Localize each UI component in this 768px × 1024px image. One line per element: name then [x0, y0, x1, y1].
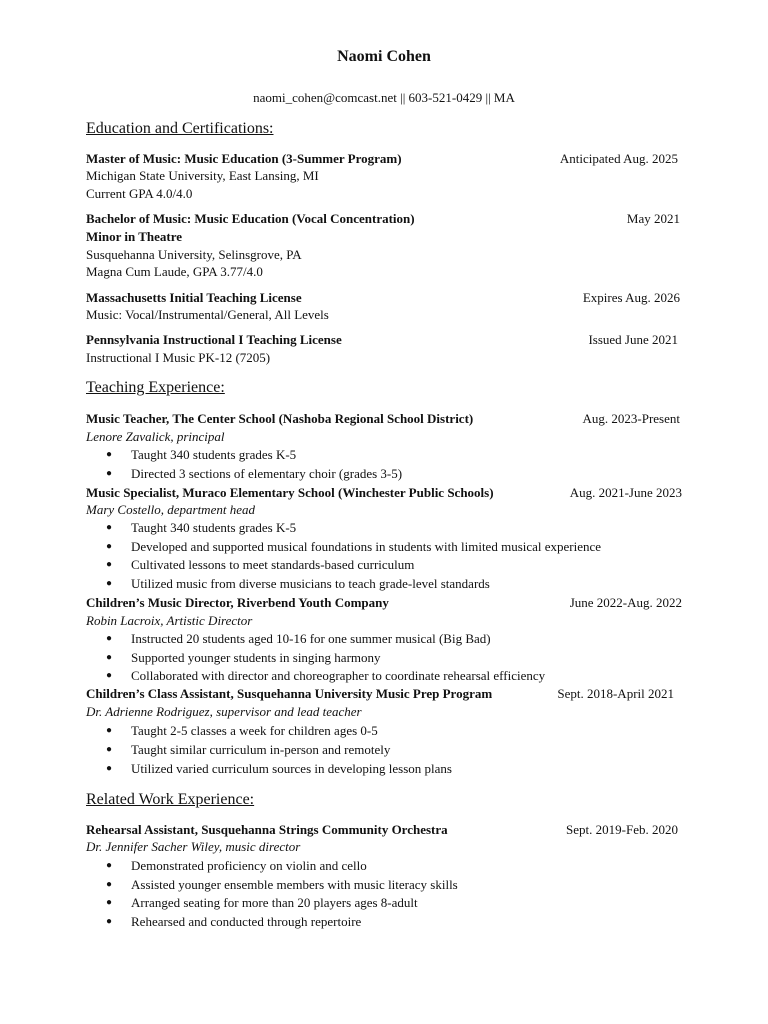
job-date: Aug. 2021-June 2023 — [569, 485, 682, 500]
teaching-heading: Teaching Experience: — [86, 379, 225, 396]
education-line: Instructional I Music PK-12 (7205) — [86, 350, 271, 365]
job-bullet: Assisted younger ensemble members with music literacy skills — [131, 877, 458, 892]
bullet-icon: ● — [106, 670, 113, 681]
job-bullet: Utilized varied curriculum sources in developing lesson plans — [131, 761, 452, 776]
education-date: May 2021 — [626, 211, 680, 226]
job-bullet: Collaborated with director and choreographer to coordinate rehearsal efficiency — [131, 668, 546, 683]
bullet-icon: ● — [106, 541, 113, 552]
bullet-icon: ● — [106, 633, 113, 644]
job-bullet: Taught 340 students grades K-5 — [131, 447, 297, 462]
education-line: Michigan State University, East Lansing, MI — [86, 168, 319, 183]
job-bullet: Taught similar curriculum in-person and remotely — [131, 742, 391, 757]
job-bullet: Directed 3 sections of elementary choir (grades 3-5) — [131, 466, 403, 481]
bullet-icon: ● — [106, 725, 113, 736]
job-bullet: Rehearsed and conducted through repertoire — [131, 914, 362, 929]
bullet-icon: ● — [106, 468, 113, 479]
job-supervisor: Mary Costello, department head — [86, 502, 255, 517]
bullet-icon: ● — [106, 559, 113, 570]
job-bullet: Taught 340 students grades K-5 — [131, 520, 297, 535]
bullet-icon: ● — [106, 652, 113, 663]
job-title: Music Teacher, The Center School (Nashoba Regional School District) — [86, 411, 474, 426]
contact-line: naomi_cohen@comcast.net || 603-521-0429 || MA — [253, 90, 515, 105]
job-date: Sept. 2019-Feb. 2020 — [566, 822, 678, 837]
resume-name: Naomi Cohen — [337, 48, 431, 65]
job-title: Music Specialist, Muraco Elementary School (Winchester Public Schools) — [86, 485, 494, 500]
bullet-icon: ● — [106, 578, 113, 589]
education-heading: Education and Certifications: — [86, 120, 274, 137]
job-date: June 2022-Aug. 2022 — [569, 595, 682, 610]
bullet-icon: ● — [106, 860, 113, 871]
job-supervisor: Dr. Jennifer Sacher Wiley, music director — [86, 839, 301, 854]
education-title: Pennsylvania Instructional I Teaching License — [86, 332, 342, 347]
education-title: Massachusetts Initial Teaching License — [86, 290, 302, 305]
education-line: Susquehanna University, Selinsgrove, PA — [86, 247, 302, 262]
bullet-icon: ● — [106, 763, 113, 774]
education-line: Music: Vocal/Instrumental/General, All Levels — [86, 307, 329, 322]
job-title: Rehearsal Assistant, Susquehanna Strings Community Orchestra — [86, 822, 448, 837]
bullet-icon: ● — [106, 897, 113, 908]
job-title: Children’s Music Director, Riverbend Youth Company — [86, 595, 389, 610]
job-bullet: Taught 2-5 classes a week for children ages 0-5 — [131, 723, 378, 738]
education-title: Master of Music: Music Education (3-Summer Program) — [86, 151, 402, 166]
education-date: Anticipated Aug. 2025 — [559, 151, 678, 166]
job-bullet: Utilized music from diverse musicians to teach grade-level standards — [131, 576, 490, 591]
education-title: Bachelor of Music: Music Education (Vocal Concentration) — [86, 211, 415, 226]
job-supervisor: Lenore Zavalick, principal — [86, 429, 225, 444]
education-line: Current GPA 4.0/4.0 — [86, 186, 193, 201]
bullet-icon: ● — [106, 744, 113, 755]
related-heading: Related Work Experience: — [86, 791, 255, 808]
job-supervisor: Dr. Adrienne Rodriguez, supervisor and lead teacher — [86, 704, 362, 719]
job-bullet: Cultivated lessons to meet standards-based curriculum — [131, 557, 415, 572]
bullet-icon: ● — [106, 449, 113, 460]
bullet-icon: ● — [106, 879, 113, 890]
job-bullet: Developed and supported musical foundations in students with limited musical experience — [131, 539, 602, 554]
job-bullet: Demonstrated proficiency on violin and cello — [131, 858, 367, 873]
job-date: Sept. 2018-April 2021 — [557, 686, 674, 701]
job-supervisor: Robin Lacroix, Artistic Director — [86, 613, 253, 628]
education-date: Issued June 2021 — [588, 332, 678, 347]
education-date: Expires Aug. 2026 — [582, 290, 680, 305]
job-date: Aug. 2023-Present — [582, 411, 680, 426]
job-bullet: Supported younger students in singing harmony — [131, 650, 381, 665]
job-bullet: Instructed 20 students aged 10-16 for one summer musical (Big Bad) — [131, 631, 491, 646]
job-bullet: Arranged seating for more than 20 players ages 8-adult — [131, 895, 418, 910]
education-subtitle: Minor in Theatre — [86, 229, 183, 244]
bullet-icon: ● — [106, 916, 113, 927]
education-line: Magna Cum Laude, GPA 3.77/4.0 — [86, 264, 263, 279]
bullet-icon: ● — [106, 522, 113, 533]
job-title: Children’s Class Assistant, Susquehanna University Music Prep Program — [86, 686, 493, 701]
